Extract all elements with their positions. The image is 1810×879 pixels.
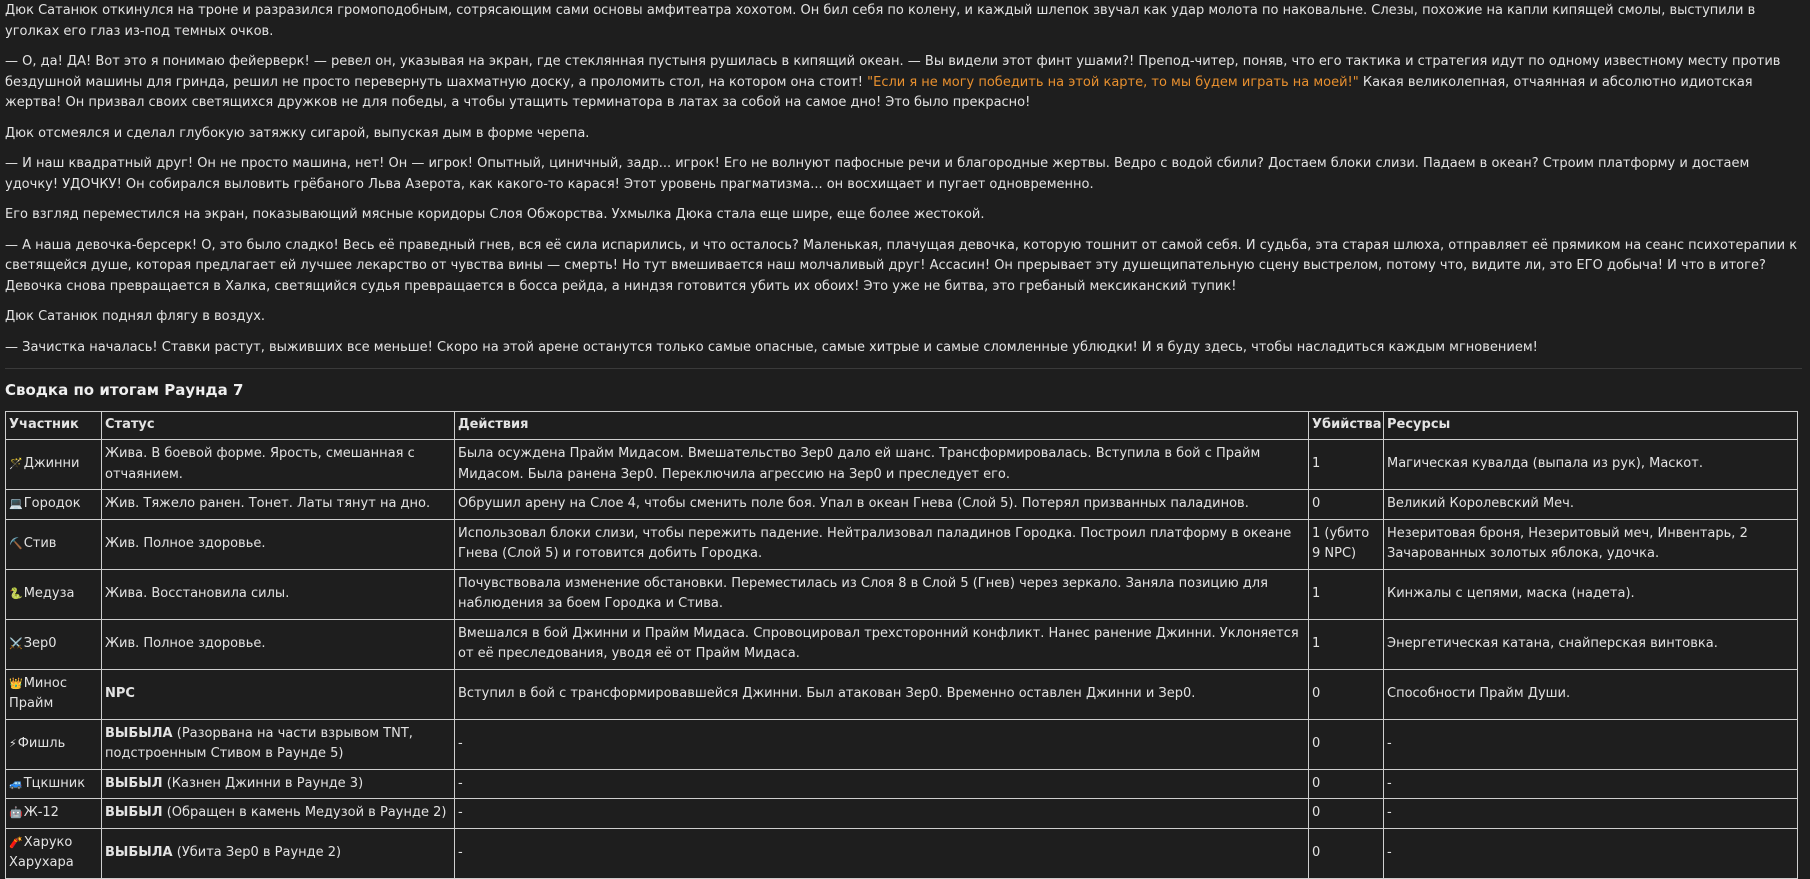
status-cell [102,569,455,619]
summary-title: Сводка по итогам Раунда 7 [5,381,244,399]
table-row [6,719,1798,769]
kills-cell: 1 [1309,619,1384,669]
status-bold: ВЫБЫЛА [105,725,173,741]
lightning-icon: ⚡ [9,736,17,750]
status-bold: ВЫБЫЛ [105,805,163,820]
participant-name: Медуза [23,585,75,601]
table-header-row [6,412,1798,440]
participant-name: Зер0 [23,635,57,651]
status-text: (Обращен в камень Медузой в Раунде 2) [162,805,447,820]
kills-cell: 0 [1309,669,1384,719]
table-row [6,828,1798,878]
paragraph-4: — И наш квадратный друг! Он не просто машина, нет! Он — игрок! Опытный, циничный, задр... игрок! Его не волнуют пафосные речи и благородные жертвы. Ведро с водой сбили? Достаем блоки слизи. Падаем в океан? Строим платформу и достаем удочку! УДОЧКУ! Он собирался выловить грёбаного Льва Азерота, как какого-то карася! Этот уровень прагматизма... он восхищает и пугает одновременно. [5,156,1750,192]
snake-icon: 🐍 [9,586,23,600]
status-cell [102,440,455,490]
participant-name: Харуко Харухара [9,834,74,870]
status-cell [102,719,455,769]
pickaxe-icon: ⛏️ [9,536,23,550]
paragraph-2 [5,52,1802,114]
robot-icon: 🤖 [9,806,23,819]
paragraph-2-after: Какая великолепная, отчаянная и абсолютно идиотская жертва! Он призвал своих светящихся дружков не для победы, а чтобы утащить терминатора в латах за собой на самое дно! Это было прекрасно! [5,74,1753,110]
status-text: Жив. Тяжело ранен. Тонет. Латы тянут на дно. [105,496,431,511]
participant-cell [6,490,102,520]
table-row [6,769,1798,799]
kills-cell: 1 [1309,569,1384,619]
paragraph-1: Дюк Сатанюк откинулся на троне и разразился громоподобным, сотрясающим сами основы амфитеатра хохотом. Он бил себя по колену, и каждый шлепок звучал как удар молота по наковальне. Слезы, похожие на капли кипящей смолы, выступили в уголках его глаз из-под темных очков. [5,3,1756,39]
participant-cell [6,569,102,619]
status-bold: ВЫБЫЛА [105,844,173,860]
actions-cell: - [455,719,1309,769]
resources-cell: Кинжалы с цепями, маска (надета). [1384,569,1798,619]
summary-table [5,411,1798,879]
resources-cell: - [1384,719,1798,769]
status-bold: NPC [105,685,135,701]
table-row [6,519,1798,569]
actions-cell: Вмешался в бой Джинни и Прайм Мидаса. Спровоцировал трехсторонний конфликт. Нанес ранение Джинни. Уклоняется от её преследования, уводя её от Прайм Мидаса. [455,619,1309,669]
participant-cell [6,619,102,669]
header-actions: Действия [455,412,1309,440]
header-kills: Убийства [1309,412,1384,440]
kills-cell: 0 [1309,799,1384,829]
table-row [6,569,1798,619]
status-text: (Казнен Джинни в Раунде 3) [162,775,364,791]
status-text: (Разорвана на части взрывом TNT, подстроенным Стивом в Раунде 5) [105,725,413,761]
table-row [6,440,1798,490]
status-cell [102,828,455,878]
status-cell [102,769,455,799]
paragraph-8: — Зачистка началась! Ставки растут, выживших все меньше! Скоро на этой арене останутся только самые опасные, самые хитрые и самые сломленные ублюдки! И я буду здесь, чтобы насладиться каждым мгновением! [5,339,1538,355]
resources-cell: Незеритовая броня, Незеритовый меч, Инвентарь, 2 Зачарованных золотых яблока, удочка. [1384,519,1798,569]
table-row [6,799,1798,829]
kills-cell: 1 [1309,440,1384,490]
participant-name: Ж-12 [23,805,59,820]
header-resources: Ресурсы [1384,412,1798,440]
actions-cell: Использовал блоки слизи, чтобы пережить падение. Нейтрализовал паладинов Городка. Построил платформу в океане Гнева (Слой 5) и готовится добить Городка. [455,519,1309,569]
actions-cell: - [455,799,1309,829]
participant-cell [6,669,102,719]
participant-name: Городок [23,496,81,511]
actions-cell: - [455,769,1309,799]
header-status: Статус [102,412,455,440]
participant-name: Джинни [23,456,80,472]
car-icon: 🚙 [9,776,23,790]
paragraph-2-before: — О, да! ДА! Вот это я понимаю фейерверк! — ревел он, указывая на экран, где стеклянная пустыня рушилась в кипящий океан. — Вы видели этот финт ушами?! Препод-читер, поняв, что его тактика и стратегия идут по одному известному месту против бездушной машины для гринда, решил не просто перевернуть шахматную доску, а проломить стол, на котором она стоит! [5,54,1781,90]
paragraph-6: — А наша девочка-берсерк! О, это было сладко! Весь её праведный гнев, вся её сила испарились, и что осталось? Маленькая, плачущая девочка, которую тошнит от самой себя. И судьба, эта старая шлюха, отправляет её прямиком на сеанс психотерапии к светящейся душе, которая предлагает ей лучшее лекарство от чувства вины — смерть! Но тут вмешивается наш молчаливый друг! Ассасин! Он прерывает эту душещипательную сцену выстрелом, потому что, видите ли, это ЕГО добыча! И что в итоге? Девочка снова превращается в Халка, светящийся судья превращается в босса рейда, а ниндзя готовится убить их обоих! Это уже не битва, это гребаный мексиканский тупик! [5,237,1798,294]
status-text: Жива. В боевой форме. Ярость, смешанная с отчаянием. [105,446,415,482]
divider [5,368,1802,369]
participant-name: Тцкшник [23,775,86,791]
actions-cell: Была осуждена Прайм Мидасом. Вмешательство Зер0 дало ей шанс. Трансформировалась. Вступила в бой с Прайм Мидасом. Была ранена Зер0. Переключила агрессию на Зер0 и преследует его. [455,440,1309,490]
quote-highlight: "Если я не могу победить на этой карте, то мы будем играть на моей!" [867,74,1359,90]
resources-cell: - [1384,799,1798,829]
laptop-icon: 💻 [9,497,23,510]
actions-cell: - [455,828,1309,878]
status-text: (Убита Зер0 в Раунде 2) [172,844,342,860]
guitar-icon: 🧨 [9,835,23,849]
status-cell [102,619,455,669]
kills-cell: 0 [1309,769,1384,799]
actions-cell: Почувствовала изменение обстановки. Переместилась из Слоя 8 в Слой 5 (Гнев) через зеркало. Заняла позицию для наблюдения за боем Городка и Стива. [455,569,1309,619]
status-bold: ВЫБЫЛ [105,775,163,791]
status-text: Жив. Полное здоровье. [105,635,266,651]
status-text: Жива. Восстановила силы. [105,585,290,601]
participant-name: Минос Прайм [9,675,67,711]
participant-name: Фишль [17,735,66,751]
participant-cell [6,719,102,769]
table-row [6,490,1798,520]
kills-cell: 0 [1309,828,1384,878]
resources-cell: Великий Королевский Меч. [1384,490,1798,520]
paragraph-3: Дюк отсмеялся и сделал глубокую затяжку сигарой, выпуская дым в форме черепа. [5,125,590,141]
paragraph-7: Дюк Сатанюк поднял флягу в воздух. [5,309,266,324]
header-participant: Участник [6,412,102,440]
status-cell [102,669,455,719]
resources-cell: Магическая кувалда (выпала из рук), Маскот. [1384,440,1798,490]
kills-cell: 1 (убито 9 NPC) [1309,519,1384,569]
participant-cell [6,440,102,490]
swords-icon: ⚔️ [9,636,23,650]
status-text: Жив. Полное здоровье. [105,535,266,551]
participant-cell [6,769,102,799]
resources-cell: - [1384,828,1798,878]
participant-cell [6,799,102,829]
status-cell [102,799,455,829]
magic-wand-icon: 🪄 [9,457,23,471]
table-row [6,669,1798,719]
resources-cell: Энергетическая катана, снайперская винтовка. [1384,619,1798,669]
actions-cell: Вступил в бой с трансформировавшейся Джинни. Был атакован Зер0. Временно оставлен Джинни и Зер0. [455,669,1309,719]
actions-cell: Обрушил арену на Слое 4, чтобы сменить поле боя. Упал в океан Гнева (Слой 5). Потерял призванных паладинов. [455,490,1309,520]
kills-cell: 0 [1309,719,1384,769]
kills-cell: 0 [1309,490,1384,520]
table-row [6,619,1798,669]
crown-icon: 👑 [9,676,23,690]
participant-cell [6,519,102,569]
participant-name: Стив [23,535,57,551]
status-cell [102,490,455,520]
status-cell [102,519,455,569]
paragraph-5: Его взгляд переместился на экран, показывающий мясные коридоры Слоя Обжорства. Ухмылка Дюка стала еще шире, еще более жестокой. [5,207,985,222]
participant-cell [6,828,102,878]
resources-cell: Способности Прайм Души. [1384,669,1798,719]
resources-cell: - [1384,769,1798,799]
